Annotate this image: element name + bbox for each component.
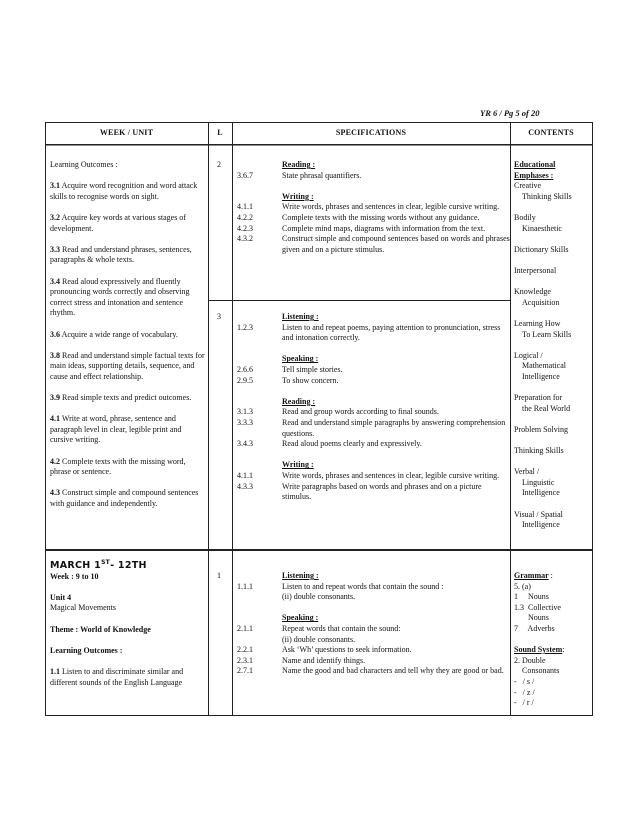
reading-heading: Reading : xyxy=(282,160,316,169)
contents-educational-emphases: Educational Emphases : Creative Thinking Skills Bodily Kinaesthetic Dictionary Skills Interpersonal Knowledge Acquisition Learning How To Learn Skills Logical / Mathematical Intelligence Preparation for the Real World Problem Solving Thinking Skills Verbal / Linguistic Intelligence Visual / Spatial Intelligence xyxy=(514,160,572,530)
spec-item: 4.3.2 Construct simple and compound sentences based on words and phrases given and on a picture stimulus. xyxy=(237,234,510,254)
spec-item: 3.6.7 State phrasal quantifiers. xyxy=(237,170,362,180)
outcome-item: 4.3 Construct simple and compound sentences with guidance and independently. xyxy=(50,488,199,508)
spec-item: 2.3.1 Name and identify things. xyxy=(237,655,366,665)
header-week-unit: WEEK / UNIT xyxy=(99,128,154,137)
header-l: L xyxy=(217,128,223,137)
outcome-item: 3.8 Read and understand simple factual texts for main ideas, supporting details, sequence, and cause and effect relationship. xyxy=(50,350,205,381)
spec-item: 3.3.3 Read and understand simple paragraphs by answering comprehension questions. xyxy=(237,417,506,438)
lesson-number: 1 xyxy=(217,571,221,580)
spec-item: 1.2.3 Listen to and repeat poems, paying attention to pronunciation, stress and intonation correctly. xyxy=(237,322,501,343)
outcome-item: 3.3 Read and understand phrases, sentences, paragraphs & whole texts. xyxy=(50,244,192,265)
unit-label: Unit 4 xyxy=(50,592,72,602)
outcome-item: 1.1 Listen to and discriminate similar and different sounds of the English Language xyxy=(50,666,184,687)
unit-name: Magical Movements xyxy=(50,603,116,613)
date-range: MARCH 1ST- 12TH xyxy=(50,559,147,571)
week-unit-2 xyxy=(50,558,205,699)
listening-heading: Listening : xyxy=(282,571,319,580)
outcome-item: 3.6 Acquire a wide range of vocabulary. xyxy=(50,329,178,339)
outcome-item: 3.4 Read aloud expressively and fluently pronouncing words correctly and observing correct stress and intonation and sentence rhythm. xyxy=(50,276,190,318)
specs-lesson-1 xyxy=(237,571,510,677)
lesson-number: 3 xyxy=(217,312,221,321)
outcome-item: 3.9 Read simple texts and predict outcomes. xyxy=(50,393,192,403)
specs-lesson-2 xyxy=(237,160,510,255)
listening-heading: Listening : xyxy=(282,312,319,321)
contents-grammar-sound: Grammar : 5. (a) 1 Nouns 1.3 Collective Nouns 7 Adverbs Sound System: 2. Double Consonants - / s / - / z / - / r / xyxy=(514,571,565,708)
spec-item: 2.7.1 Name the good and bad characters and tell why they are good or bad. xyxy=(237,666,504,676)
spec-item: 3.1.3 Read and group words according to final sounds. xyxy=(237,407,439,417)
outcome-item: 3.2 Acquire key words at various stages of development. xyxy=(50,212,186,233)
spec-item: 2.1.1 Repeat words that contain the sound: xyxy=(237,623,401,633)
spec-item: 4.2.3 Complete mind maps, diagrams with information from the text. xyxy=(237,223,486,233)
spec-item: 4.1.1 Write words, phrases and sentences in clear, legible cursive writing. xyxy=(237,202,500,212)
outcome-item: 3.1 Acquire word recognition and word attack skills to recognise words on sight. xyxy=(50,181,198,201)
writing-heading: Writing : xyxy=(282,191,314,201)
outcome-item: 4.1 Write at word, phrase, sentence and paragraph level in clear, legible print and cursive writing. xyxy=(50,414,182,445)
learning-outcomes-title: Learning Outcomes : xyxy=(50,645,123,655)
speaking-heading: Speaking : xyxy=(282,354,319,364)
lesson-number: 2 xyxy=(217,160,221,169)
spec-item: 2.9.5 To show concern. xyxy=(237,375,339,385)
scheme-of-work-table xyxy=(45,122,593,716)
theme-label: Theme : World of Knowledge xyxy=(50,624,151,634)
writing-heading: Writing : xyxy=(282,460,314,470)
spec-item: 2.6.6 Tell simple stories. xyxy=(237,364,343,374)
learning-outcomes-1 xyxy=(50,160,205,520)
outcome-item: 4.2 Complete texts with the missing word, phrase or sentence. xyxy=(50,456,186,477)
spec-item: 1.1.1 Listen to and repeat words that contain the sound : xyxy=(237,581,444,591)
speaking-heading: Speaking : xyxy=(282,613,319,623)
spec-item: 4.2.2 Complete texts with the missing words without any guidance. xyxy=(237,212,480,222)
spec-item: 4.1.1 Write words, phrases and sentences in clear, legible cursive writing. xyxy=(237,470,500,480)
spec-item: (ii) double consonants. xyxy=(282,634,356,644)
header-specifications: SPECIFICATIONS xyxy=(335,128,407,137)
header-contents: CONTENTS xyxy=(528,128,574,137)
page-reference: YR 6 / Pg 5 of 20 xyxy=(480,108,540,118)
spec-item: 2.2.1 Ask ‘Wh’ questions to seek information. xyxy=(237,645,412,655)
learning-outcomes-title: Learning Outcomes : xyxy=(50,160,118,169)
spec-item: 4.3.3 Write paragraphs based on words and phrases and on a picture stimulus. xyxy=(237,481,482,502)
reading-heading: Reading : xyxy=(282,396,316,406)
specs-lesson-3 xyxy=(237,312,510,503)
spec-item: (ii) double consonants. xyxy=(282,592,356,602)
spec-item: 3.4.3 Read aloud poems clearly and expressively. xyxy=(237,439,422,449)
week-label: Week : 9 to 10 xyxy=(50,571,99,581)
